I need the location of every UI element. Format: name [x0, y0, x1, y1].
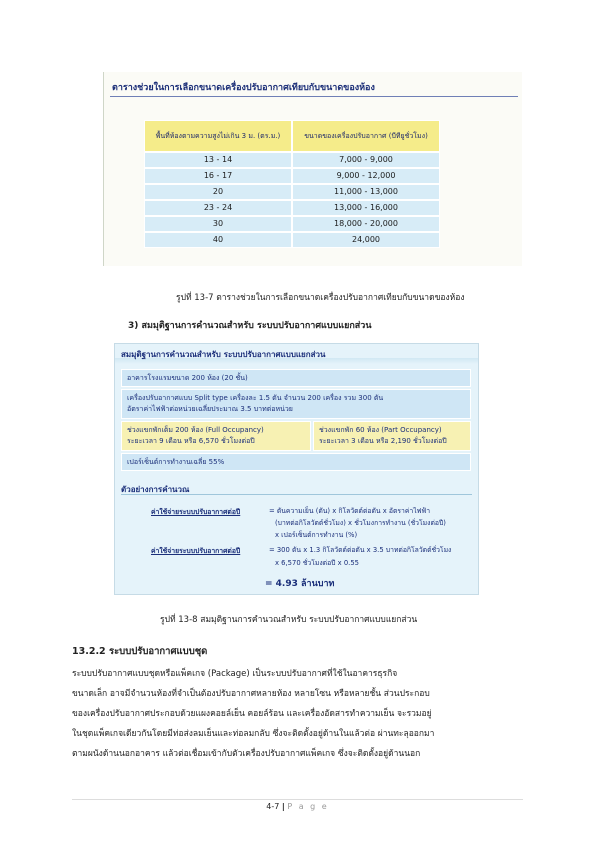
cell-area: 13 - 14 [144, 152, 292, 168]
figure-room-size-table [103, 72, 522, 266]
cell-btu: 18,000 - 20,000 [292, 216, 440, 232]
percent-box [121, 453, 471, 471]
part-line-1: ช่วงแขกพัก 60 ห้อง (Part Occupancy) [319, 426, 442, 434]
header-area: พื้นที่ห้องตามความสูงไม่เกิน 3 ม. (ตร.ม.) [144, 120, 292, 152]
hotel-box [121, 369, 471, 387]
table-row [144, 184, 440, 200]
footer-divider [72, 799, 523, 800]
hotel-text: อาคารโรงแรมขนาด 200 ห้อง (20 ชั้น) [127, 374, 248, 382]
cell-area: 30 [144, 216, 292, 232]
formula-line-3: x เปอร์เซ็นต์การทำงาน (%) [275, 531, 358, 539]
table-row [144, 200, 440, 216]
table-header-row [144, 120, 440, 152]
assumptions-header: สมมุติฐานการคำนวณสำหรับ ระบบปรับอากาศแบบแยกส่วน [121, 350, 326, 359]
calc-line-2: x 6,570 ชั่วโมงต่อปี x 0.55 [275, 559, 359, 567]
subheading-3: 3) สมมุติฐานการคำนวณสำหรับ ระบบปรับอากาศแบบแยกส่วน [128, 321, 372, 331]
table-row [144, 232, 440, 248]
figure-caption-13-8: รูปที่ 13-8 สมมุติฐานการคำนวณสำหรับ ระบบปรับอากาศแบบแยกส่วน [160, 615, 418, 625]
label-annual-cost-2: ค่าใช้จ่ายระบบปรับอากาศต่อปี [151, 547, 241, 555]
table-row [144, 216, 440, 232]
formula-line-1: = ตันความเย็น (ตัน) x กิโลวัตต์ต่อตัน x อัตราค่าไฟฟ้า [269, 507, 431, 515]
table-row [144, 168, 440, 184]
paragraph-line: ระบบปรับอากาศแบบชุดหรือแพ็คเกจ (Package) เป็นระบบปรับอากาศที่ใช้ในอาคารธุรกิจ [72, 669, 398, 679]
part-occupancy-box [313, 421, 471, 451]
formula-line-2: (บาทต่อกิโลวัตต์ชั่วโมง) x ชั่วโมงการทำงาน (ชั่วโมงต่อปี) [275, 519, 446, 527]
cell-btu: 11,000 - 13,000 [292, 184, 440, 200]
ac-line-2: อัตราค่าไฟฟ้าต่อหน่วยเฉลี่ยประมาณ 3.5 บาทต่อหน่วย [127, 405, 293, 413]
paragraph-line: ในชุดแพ็คเกจเดียวกันโดยมีท่อส่งลมเย็นและท่อลมกลับ ซึ่งจะติดตั้งอยู่ด้านในแล้วต่อ ผ่านทะลุออกมา [72, 729, 435, 739]
page-footer [0, 802, 595, 811]
paragraph-line: ของเครื่องปรับอากาศประกอบด้วยแผงคอยล์เย็น คอยล์ร้อน และเครื่องอัดสารทำความเย็น จะรวมอยู่ [72, 709, 432, 719]
cell-area: 20 [144, 184, 292, 200]
label-annual-cost: ค่าใช้จ่ายระบบปรับอากาศต่อปี [151, 508, 241, 516]
figure-assumptions [114, 343, 479, 595]
footer-separator: | [281, 802, 285, 811]
cell-btu: 13,000 - 16,000 [292, 200, 440, 216]
paragraph-line: ขนาดเล็ก อาจมีจำนวนห้องที่จำเป็นต้องปรับอากาศหลายห้อง หลายโซน หรือหลายชั้น ส่วนประกอบ [72, 689, 430, 699]
figure-caption-13-7: รูปที่ 13-7 ตารางช่วยในการเลือกขนาดเครื่องปรับอากาศเทียบกับขนาดของห้อง [176, 293, 465, 303]
part-line-2: ระยะเวลา 3 เดือน หรือ 2,190 ชั่วโมงต่อปี [319, 437, 447, 445]
header-btu: ขนาดของเครื่องปรับอากาศ (บีทียูชั่วโมง) [292, 120, 440, 152]
table-row [144, 152, 440, 168]
table-title: ตารางช่วยในการเลือกขนาดเครื่องปรับอากาศเทียบกับขนาดของห้อง [112, 83, 375, 93]
page-word: P a g e [287, 802, 329, 811]
cell-area: 40 [144, 232, 292, 248]
cell-btu: 9,000 - 12,000 [292, 168, 440, 184]
title-underline [110, 96, 518, 97]
cell-area: 16 - 17 [144, 168, 292, 184]
cell-btu: 7,000 - 9,000 [292, 152, 440, 168]
paragraph-line: ตามผนังด้านนอกอาคาร แล้วต่อเชื่อมเข้ากับตัวเครื่องปรับอากาศแพ็คเกจ ซึ่งจะติดตั้งอยู่ด้านนอก [72, 749, 421, 759]
page-number: 4-7 [266, 802, 280, 811]
percent-text: เปอร์เซ็นต์การทำงานเฉลี่ย 55% [127, 458, 225, 466]
example-header: ตัวอย่างการคำนวณ [121, 485, 190, 494]
cell-btu: 24,000 [292, 232, 440, 248]
ac-box [121, 389, 471, 419]
full-line-2: ระยะเวลา 9 เดือน หรือ 6,570 ชั่วโมงต่อปี [127, 437, 255, 445]
ac-line-1: เครื่องปรับอากาศแบบ Split type เครื่องละ 1.5 ตัน จำนวน 200 เครื่อง รวม 300 ตัน [127, 394, 384, 402]
full-occupancy-box [121, 421, 311, 451]
result-value: = 4.93 ล้านบาท [265, 579, 335, 589]
section-title: 13.2.2 ระบบปรับอากาศแบบชุด [72, 646, 208, 657]
full-line-1: ช่วงแขกพักเต็ม 200 ห้อง (Full Occupancy) [127, 426, 264, 434]
example-underline [121, 494, 472, 495]
cell-area: 23 - 24 [144, 200, 292, 216]
ac-size-table [144, 120, 440, 248]
calc-line-1: = 300 ตัน x 1.3 กิโลวัตต์ต่อตัน x 3.5 บาทต่อกิโลวัตต์ชั่วโมง [269, 546, 452, 554]
